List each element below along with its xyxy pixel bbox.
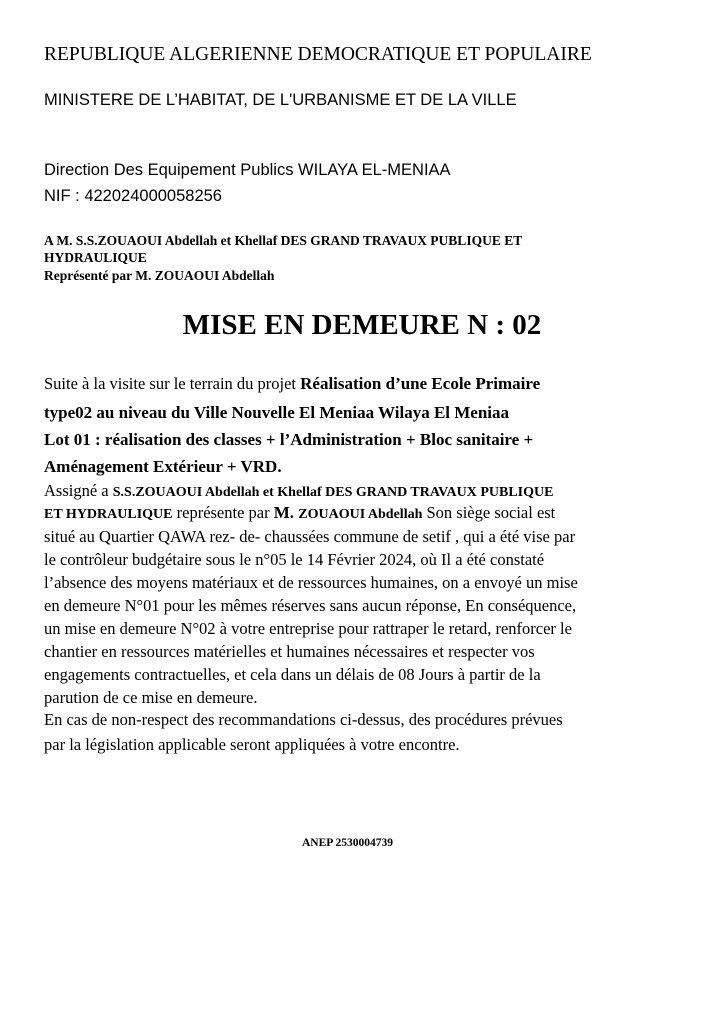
body-p2-line-9: engagements contractuelles, et cela dans un délais de 08 Jours à partir de la xyxy=(44,665,541,684)
body-text: Son siège social est xyxy=(422,503,556,522)
body-p1-line-2: type02 au niveau du Ville Nouvelle El Meniaa Wilaya El Meniaa xyxy=(44,403,510,422)
recipient-line-2: HYDRAULIQUE xyxy=(44,250,147,265)
body-text: Suite à la visite sur le terrain du projet xyxy=(44,374,301,393)
body-p3-line-1: En cas de non-respect des recommandations ci-dessus, des procédures prévues xyxy=(44,710,563,729)
body-p2-line-1 xyxy=(44,481,553,501)
direction-line: Direction Des Equipement Publics WILAYA EL-MENIAA xyxy=(44,161,451,179)
project-name: Réalisation d’une Ecole Primaire xyxy=(300,374,541,393)
body-p1-line-1 xyxy=(44,374,540,394)
anep-reference: ANEP 2530004739 xyxy=(302,837,394,849)
recipient-line-1: A M. S.S.ZOUAOUI Abdellah et Khellaf DES GRAND TRAVAUX PUBLIQUE ET xyxy=(44,233,523,248)
body-p1-line-4: Aménagement Extérieur + VRD. xyxy=(44,457,282,476)
representative-prefix: M. xyxy=(273,503,299,522)
body-p2-line-8: chantier en ressources matérielles et humaines nécessaires et respecter vos xyxy=(44,642,535,661)
body-p1-line-3: Lot 01 : réalisation des classes + l’Administration + Bloc sanitaire + xyxy=(44,430,534,449)
recipient-line-3: Représenté par M. ZOUAOUI Abdellah xyxy=(44,268,275,283)
document-title: MISE EN DEMEURE N : 02 xyxy=(182,309,542,341)
body-text: représente par xyxy=(172,503,274,522)
body-p2-line-6: en demeure N°01 pour les mêmes réserves sans aucun réponse, En conséquence, xyxy=(44,596,577,615)
representative-name: ZOUAOUI Abdellah xyxy=(298,507,423,522)
body-p2-line-10: parution de ce mise en demeure. xyxy=(44,688,258,707)
body-p2-line-5: l’absence des moyens matériaux et de ressources humaines, on a envoyé un mise xyxy=(44,573,578,592)
body-p3-line-2: par la législation applicable seront appliquées à votre encontre. xyxy=(44,735,460,754)
republic-heading: REPUBLIQUE ALGERIENNE DEMOCRATIQUE ET POPULAIRE xyxy=(44,44,592,65)
body-p2-line-7: un mise en demeure N°02 à votre entreprise pour rattraper le retard, renforcer le xyxy=(44,619,572,638)
body-text: Assigné a xyxy=(44,481,113,500)
body-p2-line-4: le contrôleur budgétaire sous le n°05 le 14 Février 2024, où Il a été constaté xyxy=(44,550,545,569)
company-name-cont: ET HYDRAULIQUE xyxy=(44,507,173,522)
ministry-heading: MINISTERE DE L’HABITAT, DE L'URBANISME ET DE LA VILLE xyxy=(44,91,517,109)
company-name: S.S.ZOUAOUI Abdellah et Khellaf DES GRAND TRAVAUX PUBLIQUE xyxy=(112,485,554,500)
body-p2-line-3: situé au Quartier QAWA rez- de- chaussées commune de setif , qui a été vise par xyxy=(44,527,576,546)
body-p2-line-2 xyxy=(44,503,555,523)
nif-line: NIF : 422024000058256 xyxy=(44,187,222,205)
